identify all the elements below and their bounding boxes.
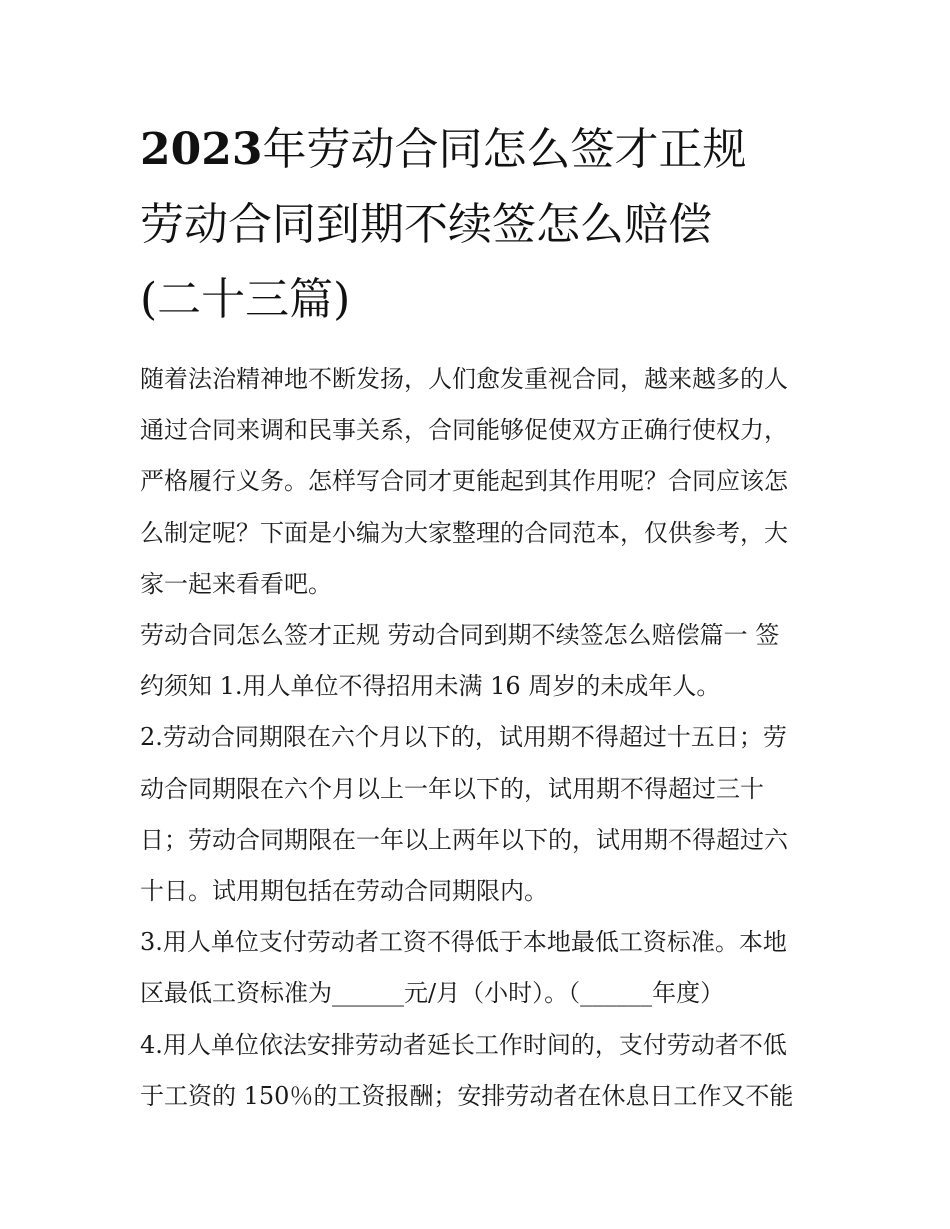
- text-line: 4.用人单位依法安排劳动者延长工作时间的，支付劳动者不低: [140, 1030, 787, 1059]
- page-title: [140, 112, 830, 337]
- text-line: 2.劳动合同期限在六个月以下的，试用期不得超过十五日；劳: [140, 723, 787, 752]
- paragraph-item-3: [140, 917, 820, 1019]
- text-line: 约须知 1.用人单位不得招用未满 16 周岁的未成年人。: [140, 672, 721, 701]
- text-line: 十日。试用期包括在劳动合同期限内。: [140, 877, 548, 906]
- paragraph-item-4: [140, 1020, 820, 1122]
- paragraph-section-heading: [140, 610, 820, 712]
- text-line: 通过合同来调和民事关系，合同能够促使双方正确行使权力，: [140, 416, 788, 445]
- title-line-2: 劳动合同到期不续签怎么赔偿: [140, 199, 712, 250]
- title-line-3: (二十三篇): [140, 274, 351, 325]
- text-line: 家一起来看看吧。: [140, 569, 332, 598]
- paragraph-item-2: [140, 712, 820, 917]
- text-line: 于工资的 150％的工资报酬；安排劳动者在休息日工作又不能: [140, 1081, 794, 1110]
- text-line: 区最低工资标准为______元/月（小时）。（______年度）: [140, 979, 725, 1008]
- title-line-1: [140, 112, 830, 187]
- title-line-1-text: 年劳动合同怎么签才正规: [262, 124, 747, 175]
- title-year: 2023: [140, 124, 263, 175]
- text-line: 么制定呢？下面是小编为大家整理的合同范本，仅供参考，大: [140, 518, 788, 547]
- text-line: 动合同期限在六个月以上一年以下的，试用期不得超过三十: [140, 774, 764, 803]
- text-line: 3.用人单位支付劳动者工资不得低于本地最低工资标准。本地: [140, 928, 787, 957]
- document-body: [140, 354, 820, 1122]
- text-line: 随着法治精神地不断发扬，人们愈发重视合同，越来越多的人: [140, 365, 788, 393]
- text-line: 日；劳动合同期限在一年以上两年以下的，试用期不得超过六: [140, 825, 788, 854]
- paragraph-intro: [140, 354, 820, 610]
- text-line: 劳动合同怎么签才正规 劳动合同到期不续签怎么赔偿篇一 签: [140, 621, 780, 650]
- text-line: 严格履行义务。怎样写合同才更能起到其作用呢？合同应该怎: [140, 467, 788, 496]
